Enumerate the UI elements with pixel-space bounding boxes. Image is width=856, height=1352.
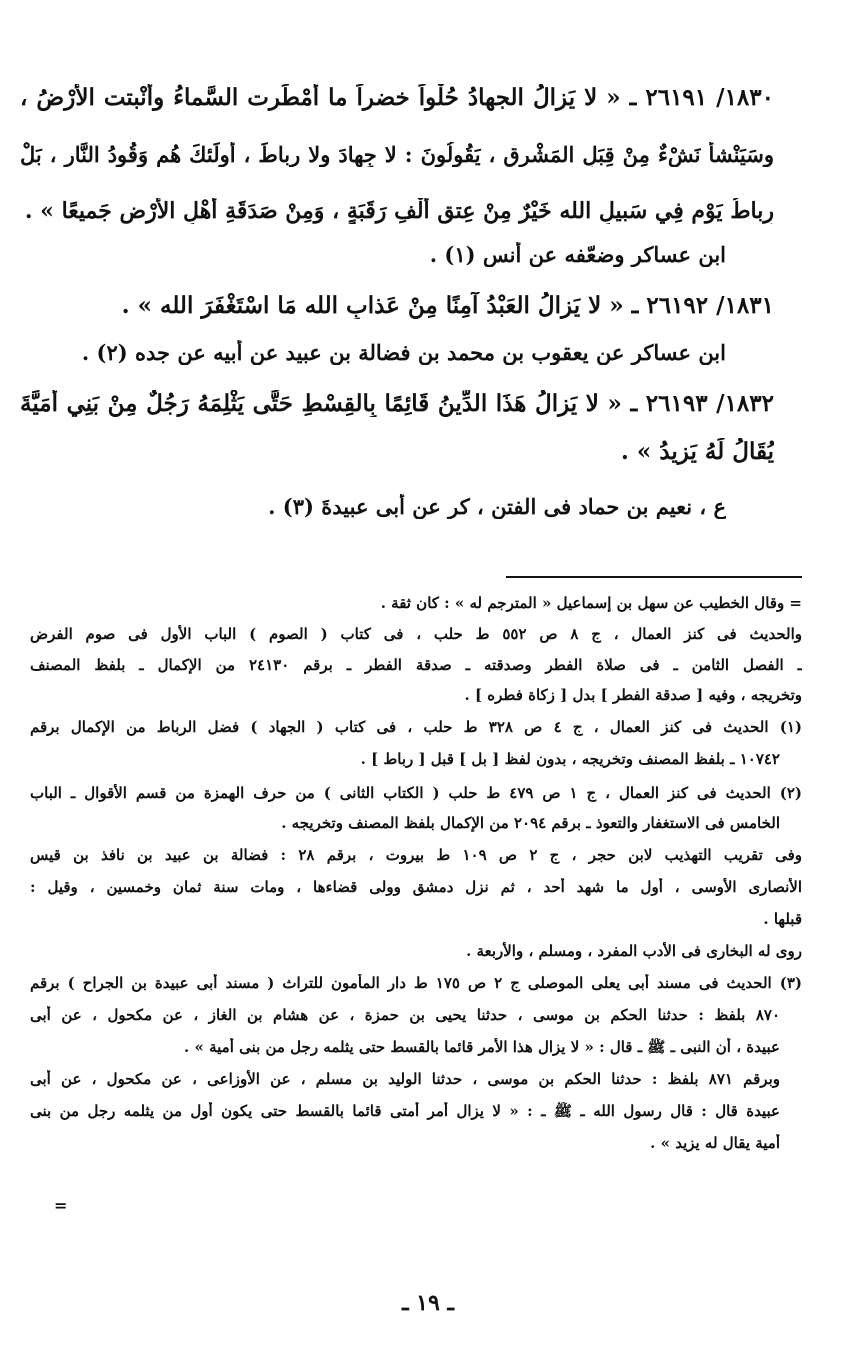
footnote-line: = وقال الخطيب عن سهل بن إسماعيل « المترجم له » : كان ثقة . xyxy=(380,594,802,612)
hadith-1832-line-1: ١٨٣٢/ ٢٦١٩٣ ـ « لا يَزالُ هَذَا الدِّينُ قَائِمًا بِالقِسْطِ حَتَّى يَثْلِمَهُ رَجُلٌ مِنْ بَنِي أُمَيَّةَ xyxy=(20,390,774,417)
hadith-1830-line-2: وسَيَنْشأُ نَشْءٌ مِنْ قِبَلِ المَشْرِق ، يَقُولُونَ : لا جِهادَ ولا رِباطَ ، أُولَئكَ هُم وَقُودُ النَّار ، بَلْ xyxy=(20,142,774,167)
hadith-1830-line-3: رِباطُ يَوْمٍ فِي سَبيلِ الله خَيْرٌ مِنْ عِتقِ أَلْفِ رَقَبَةٍ ، وَمِنْ صَدَقَةِ أَهْلِ الأَرْضِ جَميعًا » . xyxy=(24,198,774,224)
footnote-3-line: أمية يقال له يزيد » . xyxy=(650,1134,780,1152)
footnote-2-line: قبلها . xyxy=(763,910,802,928)
footnote-2-line: وفى تقريب التهذيب لابن حجر ، ج ٢ ص ١٠٩ ط بيروت ، برقم ٢٨ : فضالة بن عبيد بن نافذ بن قيس xyxy=(30,846,802,864)
hadith-1831-source: ابن عساكر عن يعقوب بن محمد بن فضالة بن عبيد عن أبيه عن جده (٢) . xyxy=(81,340,726,365)
hadith-1832-source: ع ، نعيم بن حماد فى الفتن ، كر عن أبى عبيدةَ (٣) . xyxy=(268,494,726,519)
hadith-1832-line-2: يُقَالُ لَهُ يَزيدُ » . xyxy=(620,438,774,465)
footnote-3-line: عبيدة ، أن النبى ـ ﷺ ـ قال : « لا يزال هذا الأمر قائما بالقسط حتى يثلمه رجل من بنى أمية » . xyxy=(184,1038,780,1056)
footnote-3-line: (٣) الحديث فى مسند أبى يعلى الموصلى ج ٢ ص ١٧٥ ط دار المأمون للتراث ( مسند أبى عبيدة بن الجراح ) برقم xyxy=(30,974,802,992)
hadith-1830-source: ابن عساكر وضعّفه عن أنس (١) . xyxy=(429,242,726,267)
page-number: ـ ١٩ ـ xyxy=(402,1290,454,1316)
footnote-divider xyxy=(506,576,802,578)
footnote-3-line: عبيدة قال : قال رسول الله ـ ﷺ ـ : « لا يزال أمر أمتى قائما بالقسط حتى يكون أول من يثلمه رجل من بنى xyxy=(30,1102,780,1120)
footnote-1-line: (١) الحديث فى كنز العمال ، ج ٤ ص ٣٢٨ ط حلب ، فى كتاب ( الجهاد ) فضل الرباط من الإكمال برقم xyxy=(30,718,802,736)
footnote-1-line: ١٠٧٤٢ ـ بلفظ المصنف وتخريجه ، بدون لفظ [ بل ] قبل [ رباط ] . xyxy=(360,750,780,768)
footnote-2-line: الخامس فى الاستغفار والتعوذ ـ برقم ٢٠٩٤ من الإكمال بلفظ المصنف وتخريجه . xyxy=(281,814,780,832)
footnote-2-line: (٢) الحديث فى كنز العمال ، ج ١ ص ٤٧٩ ط حلب ( الكتاب الثانى ) من حرف الهمزة من قسم الأقوال ـ الباب xyxy=(30,784,802,802)
footnote-2-line: روى له البخارى فى الأدب المفرد ، ومسلم ، والأربعة . xyxy=(466,942,802,960)
hadith-1831-line-1: ١٨٣١/ ٢٦١٩٢ ـ « لا يَزالُ العَبْدُ آمِنًا مِنْ عَذابِ الله مَا اسْتَغْفَرَ الله » . xyxy=(121,292,774,319)
hadith-1830-line-1: ١٨٣٠/ ٢٦١٩١ ـ « لا يَزالُ الجهادُ حُلْواً خضراً ما أَمْطَرت السَّماءُ وأَنْبتت الأَرْضُ ، xyxy=(20,84,774,111)
footnote-line: والحديث فى كنز العمال ، ج ٨ ص ٥٥٢ ط حلب ، فى كتاب ( الصوم ) الباب الأول فى صوم الفرض xyxy=(30,625,802,643)
footnote-3-line: وبرقم ٨٧١ بلفظ : حدثنا الحكم بن موسى ، حدثنا الوليد بن مسلم ، عن الأوزاعى ، عن مكحول ، عن أبى xyxy=(30,1070,780,1088)
footnote-line: ـ الفصل الثامن ـ فى صلاة الفطر وصدقته ـ صدقة الفطر ـ برقم ٢٤١٣٠ من الإكمال ـ بلفظ المصنف xyxy=(30,656,802,674)
continuation-mark: = xyxy=(54,1196,68,1215)
footnote-line: وتخريجه ، وفيه [ صدقة الفطر ] بدل [ زكاة فطره ] . xyxy=(464,686,802,704)
footnote-2-line: الأنصارى الأوسى ، أول ما شهد أحد ، ثم نزل دمشق وولى قضاءها ، ومات سنة ثمان وخمسين ، وقيل : xyxy=(30,878,802,896)
footnote-3-line: ٨٧٠ بلفظ : حدثنا الحكم بن موسى ، حدثنا يحيى بن حمزة ، عن هشام بن الغاز ، عن مكحول ، عن أبى xyxy=(30,1006,780,1024)
